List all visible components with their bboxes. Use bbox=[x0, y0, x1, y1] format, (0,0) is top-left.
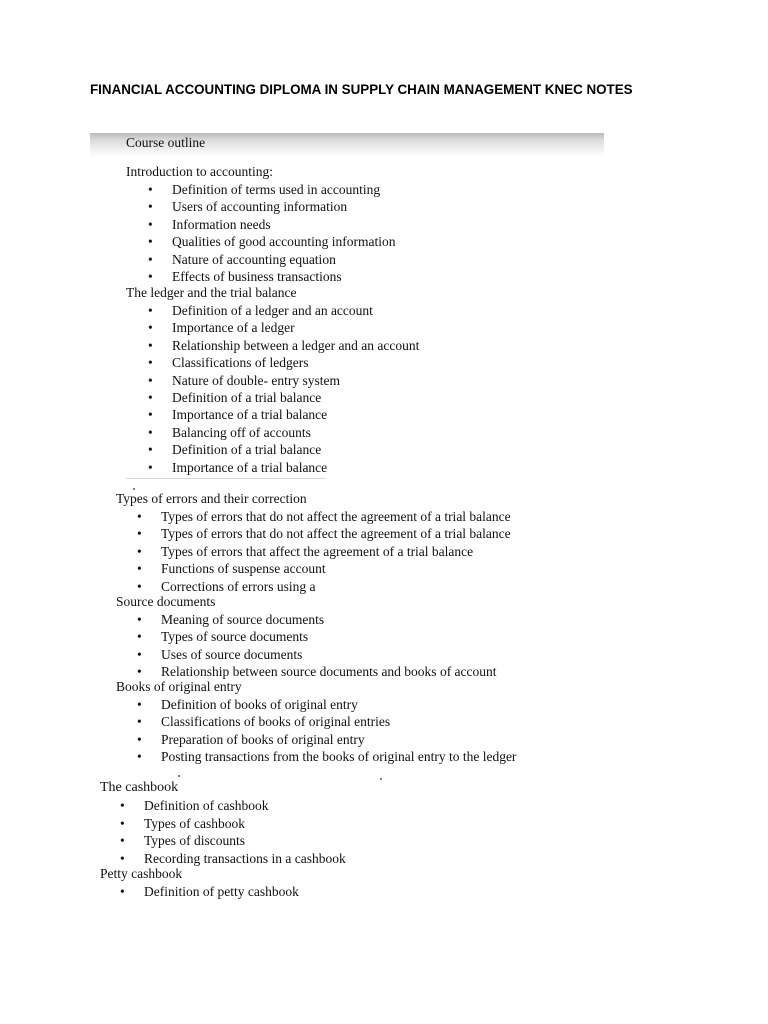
list-item-text: Classifications of ledgers bbox=[172, 355, 309, 371]
list-item bbox=[148, 459, 419, 476]
bullet-icon: • bbox=[148, 234, 153, 250]
list-item bbox=[148, 354, 419, 371]
section-list-introduction bbox=[148, 181, 395, 285]
bullet-icon: • bbox=[148, 372, 153, 388]
bullet-icon: • bbox=[148, 389, 153, 405]
scan-artifact bbox=[126, 478, 326, 479]
course-outline-label: Course outline bbox=[126, 135, 206, 150]
list-item bbox=[137, 578, 511, 595]
section-heading-errors: Types of errors and their correction bbox=[116, 491, 307, 506]
bullet-icon: • bbox=[148, 251, 153, 267]
list-item bbox=[148, 319, 419, 336]
section-heading-introduction: Introduction to accounting: bbox=[126, 164, 273, 179]
bullet-icon: • bbox=[148, 303, 153, 318]
section-heading-books-of-original-entry: Books of original entry bbox=[116, 679, 242, 694]
list-item bbox=[148, 302, 419, 319]
list-item bbox=[137, 543, 511, 560]
list-item-text: Types of errors that affect the agreement of a trial balance bbox=[161, 543, 474, 559]
list-item-text: Relationship between a ledger and an account bbox=[172, 337, 420, 353]
list-item-text: Effects of business transactions bbox=[172, 268, 342, 284]
bullet-icon: • bbox=[137, 629, 142, 645]
list-item bbox=[148, 251, 395, 268]
list-item-text: Definition of a ledger and an account bbox=[172, 303, 373, 318]
bullet-icon: • bbox=[120, 815, 125, 831]
list-item bbox=[137, 646, 497, 663]
scan-artifact bbox=[380, 778, 382, 780]
bullet-icon: • bbox=[148, 355, 153, 371]
list-item-text: Types of discounts bbox=[144, 833, 246, 849]
section-heading-ledger: The ledger and the trial balance bbox=[126, 285, 297, 300]
list-item bbox=[137, 748, 516, 765]
section-list-petty-cashbook bbox=[120, 883, 299, 901]
list-item bbox=[148, 441, 419, 458]
list-item-text: Relationship between source documents and books of account bbox=[161, 664, 497, 680]
document-title: FINANCIAL ACCOUNTING DIPLOMA IN SUPPLY CHAIN MANAGEMENT KNEC NOTES bbox=[90, 82, 633, 97]
list-item-text: Types of source documents bbox=[161, 629, 309, 645]
bullet-icon: • bbox=[148, 407, 153, 423]
section-list-cashbook bbox=[120, 797, 346, 867]
list-item bbox=[120, 815, 346, 833]
list-item-text: Preparation of books of original entry bbox=[161, 731, 365, 747]
list-item-text: Definition of terms used in accounting bbox=[172, 182, 381, 197]
list-item-text: Definition of cashbook bbox=[144, 798, 269, 813]
list-item-text: Corrections of errors using a bbox=[161, 578, 316, 594]
list-item-text: Recording transactions in a cashbook bbox=[144, 850, 346, 866]
section-heading-cashbook: The cashbook bbox=[100, 780, 179, 795]
scan-artifact bbox=[133, 488, 135, 490]
bullet-icon: • bbox=[148, 337, 153, 353]
list-item bbox=[148, 198, 395, 215]
bullet-icon: • bbox=[137, 543, 142, 559]
bullet-icon: • bbox=[148, 216, 153, 232]
list-item-text: Nature of accounting equation bbox=[172, 251, 336, 267]
list-item-text: Definition of a trial balance bbox=[172, 389, 322, 405]
bullet-icon: • bbox=[120, 833, 125, 849]
course-outline-header bbox=[90, 133, 604, 157]
section-list-errors bbox=[137, 508, 511, 595]
bullet-icon: • bbox=[148, 424, 153, 440]
list-item-text: Importance of a ledger bbox=[172, 320, 295, 336]
list-item bbox=[148, 216, 395, 233]
list-item bbox=[148, 372, 419, 389]
list-item bbox=[120, 797, 346, 815]
list-item bbox=[137, 508, 511, 525]
bullet-icon: • bbox=[120, 798, 125, 813]
list-item bbox=[137, 560, 511, 577]
section-list-source-documents bbox=[137, 611, 497, 681]
bullet-icon: • bbox=[120, 884, 125, 899]
list-item-text: Meaning of source documents bbox=[161, 612, 325, 627]
bullet-icon: • bbox=[148, 199, 153, 215]
bullet-icon: • bbox=[148, 268, 153, 284]
list-item-text: Qualities of good accounting information bbox=[172, 234, 396, 250]
list-item bbox=[137, 696, 516, 713]
list-item bbox=[120, 832, 346, 850]
list-item-text: Classifications of books of original entries bbox=[161, 714, 391, 730]
list-item bbox=[137, 663, 497, 680]
list-item bbox=[137, 628, 497, 645]
bullet-icon: • bbox=[137, 526, 142, 542]
list-item bbox=[148, 424, 419, 441]
list-item-text: Posting transactions from the books of original entry to the ledger bbox=[161, 749, 517, 765]
list-item bbox=[137, 713, 516, 730]
list-item-text: Uses of source documents bbox=[161, 646, 303, 662]
list-item bbox=[137, 611, 497, 628]
bullet-icon: • bbox=[148, 182, 153, 197]
section-heading-source-documents: Source documents bbox=[116, 594, 216, 609]
bullet-icon: • bbox=[137, 697, 142, 712]
list-item bbox=[148, 389, 419, 406]
bullet-icon: • bbox=[137, 561, 142, 577]
bullet-icon: • bbox=[148, 442, 153, 458]
list-item bbox=[120, 883, 299, 901]
list-item-text: Definition of a trial balance bbox=[172, 442, 322, 458]
list-item-text: Types of cashbook bbox=[144, 815, 246, 831]
bullet-icon: • bbox=[137, 731, 142, 747]
list-item-text: Importance of a trial balance bbox=[172, 407, 328, 423]
section-list-ledger bbox=[148, 302, 419, 476]
list-item bbox=[148, 337, 419, 354]
list-item-text: Types of errors that do not affect the agreement of a trial balance bbox=[161, 526, 511, 542]
section-heading-petty-cashbook: Petty cashbook bbox=[100, 866, 183, 881]
list-item-text: Users of accounting information bbox=[172, 199, 348, 215]
bullet-icon: • bbox=[137, 664, 142, 680]
section-list-books-of-original-entry bbox=[137, 696, 516, 766]
list-item-text: Definition of petty cashbook bbox=[144, 884, 299, 899]
list-item-text: Types of errors that do not affect the agreement of a trial balance bbox=[161, 509, 511, 524]
bullet-icon: • bbox=[148, 320, 153, 336]
bullet-icon: • bbox=[137, 714, 142, 730]
list-item bbox=[120, 850, 346, 868]
list-item-text: Functions of suspense account bbox=[161, 561, 326, 577]
list-item bbox=[148, 233, 395, 250]
bullet-icon: • bbox=[148, 459, 153, 475]
bullet-icon: • bbox=[137, 509, 142, 524]
bullet-icon: • bbox=[137, 578, 142, 594]
list-item-text: Importance of a trial balance bbox=[172, 459, 328, 475]
list-item bbox=[137, 525, 511, 542]
list-item bbox=[137, 731, 516, 748]
list-item-text: Nature of double- entry system bbox=[172, 372, 340, 388]
list-item-text: Definition of books of original entry bbox=[161, 697, 358, 712]
scan-artifact bbox=[178, 775, 180, 777]
bullet-icon: • bbox=[137, 612, 142, 627]
bullet-icon: • bbox=[137, 749, 142, 765]
list-item-text: Balancing off of accounts bbox=[172, 424, 311, 440]
list-item-text: Information needs bbox=[172, 216, 271, 232]
list-item bbox=[148, 181, 395, 198]
bullet-icon: • bbox=[137, 646, 142, 662]
list-item bbox=[148, 406, 419, 423]
list-item bbox=[148, 268, 395, 285]
bullet-icon: • bbox=[120, 850, 125, 866]
